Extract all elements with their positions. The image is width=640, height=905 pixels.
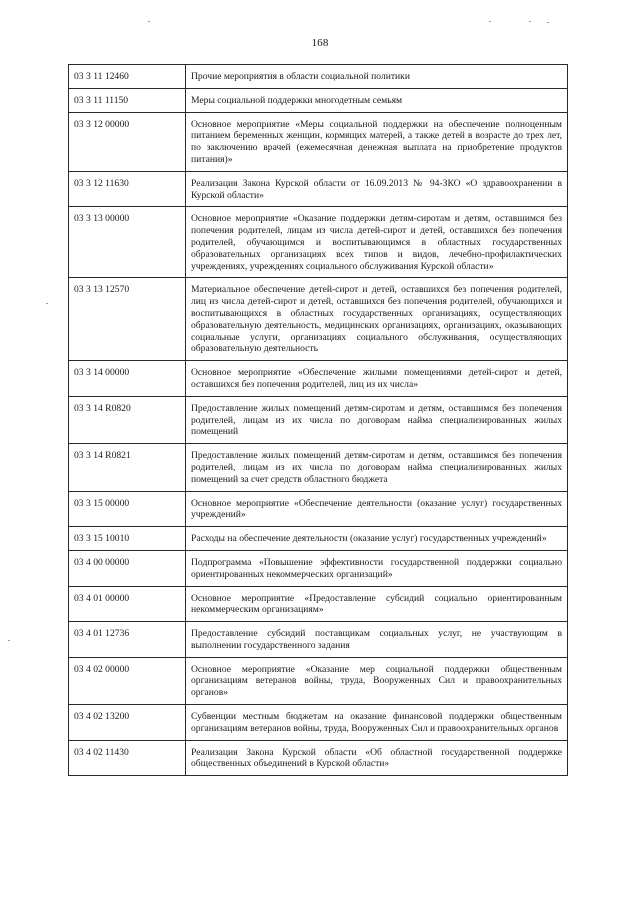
table-row [69, 444, 568, 491]
table-row [69, 527, 568, 551]
row-description: Расходы на обеспечение деятельности (оказание услуг) государственных учреждений» [186, 527, 568, 551]
row-code: 03 4 02 11430 [69, 740, 186, 776]
table-row [69, 88, 568, 112]
row-code: 03 3 14 R0821 [69, 444, 186, 491]
row-description: Подпрограмма «Повышение эффективности государственной поддержки социально ориентированных некоммерческих организаций» [186, 550, 568, 586]
row-code: 03 3 13 00000 [69, 207, 186, 278]
row-description: Основное мероприятие «Оказание мер социальной поддержки общественным организациям ветеранов войны, труда, Вооруженных Сил и правоохранительных органов» [186, 657, 568, 704]
row-description: Предоставление субсидий поставщикам социальных услуг, не участвующим в выполнении государственного задания [186, 622, 568, 658]
table-row [69, 740, 568, 776]
row-description: Основное мероприятие «Обеспечение деятельности (оказание услуг) государственных учреждений» [186, 491, 568, 527]
scan-speck [8, 640, 10, 641]
table-row [69, 586, 568, 622]
row-code: 03 3 14 R0820 [69, 396, 186, 443]
budget-classification-table [68, 64, 568, 776]
row-description: Прочие мероприятия в области социальной политики [186, 65, 568, 89]
row-description: Реализация Закона Курской области «Об областной государственной поддержке общественных объединений в Курской области» [186, 740, 568, 776]
row-code: 03 3 12 11630 [69, 171, 186, 207]
row-description: Предоставление жилых помещений детям-сиротам и детям, оставшимся без попечения родителей, лицам из их числа по договорам найма специализированных жилых помещений [186, 396, 568, 443]
row-description: Основное мероприятие «Оказание поддержки детям-сиротам и детям, оставшимся без попечения родителей, лицам из числа детей-сирот и детей, оставшихся без попечения родителей, обучающимся и воспитывающимся в областных государственных образовательных организациях всех типов и видов, лечебно-профилактических учреждениях, учреждениях социального обслуживания Курской области» [186, 207, 568, 278]
row-description: Материальное обеспечение детей-сирот и детей, оставшихся без попечения родителей, лиц из числа детей-сирот и детей, оставшихся без попечения родителей, обучающихся и воспитывающихся в областных государственных организациях, осуществляющих образовательную деятельность, медицинских организациях, организациях, оказывающих социальные услуги, организациях социального обслуживания, осуществляющих образовательную деятельность [186, 278, 568, 361]
row-code: 03 4 01 00000 [69, 586, 186, 622]
row-code: 03 3 13 12570 [69, 278, 186, 361]
table-row [69, 622, 568, 658]
row-description: Реализация Закона Курской области от 16.09.2013 № 94-ЗКО «О здравоохранении в Курской области» [186, 171, 568, 207]
scan-speck [46, 303, 48, 304]
row-description: Субвенции местным бюджетам на оказание финансовой поддержки общественным организациям ветеранов войны, труда, Вооруженных Сил и правоохранительных органов [186, 705, 568, 741]
row-code: 03 3 15 00000 [69, 491, 186, 527]
row-code: 03 3 12 00000 [69, 112, 186, 171]
table-row [69, 491, 568, 527]
page-number: 168 [311, 37, 329, 49]
table-row [69, 396, 568, 443]
table-row [69, 278, 568, 361]
row-code: 03 4 02 13200 [69, 705, 186, 741]
row-description: Основное мероприятие «Меры социальной поддержки на обеспечение полноценным питанием беременных женщин, кормящих матерей, а также детей в возрасте до трех лет, по заключению врачей (ежемесячная денежная выплата на приобретение продуктов питания)» [186, 112, 568, 171]
row-description: Меры социальной поддержки многодетным семьям [186, 88, 568, 112]
row-code: 03 3 14 00000 [69, 361, 186, 397]
row-code: 03 4 01 12736 [69, 622, 186, 658]
scan-speck [529, 21, 531, 22]
scan-speck [547, 22, 549, 23]
row-code: 03 4 00 00000 [69, 550, 186, 586]
row-code: 03 3 11 11150 [69, 88, 186, 112]
table-row [69, 65, 568, 89]
scan-speck [148, 21, 150, 22]
row-description: Основное мероприятие «Предоставление субсидий социально ориентированным некоммерческим организациям» [186, 586, 568, 622]
table-row [69, 361, 568, 397]
row-description: Предоставление жилых помещений детям-сиротам и детям, оставшимся без попечения родителей, лицам из их числа по договорам найма специализированных жилых помещений за счет средств областного бюджета [186, 444, 568, 491]
table-row [69, 171, 568, 207]
row-code: 03 3 11 12460 [69, 65, 186, 89]
table-row [69, 657, 568, 704]
row-code: 03 4 02 00000 [69, 657, 186, 704]
scan-speck [489, 21, 491, 22]
table-row [69, 207, 568, 278]
table-row [69, 550, 568, 586]
table-row [69, 705, 568, 741]
row-code: 03 3 15 10010 [69, 527, 186, 551]
table-row [69, 112, 568, 171]
row-description: Основное мероприятие «Обеспечение жилыми помещениями детей-сирот и детей, оставшихся без попечения родителей, лиц из их числа» [186, 361, 568, 397]
